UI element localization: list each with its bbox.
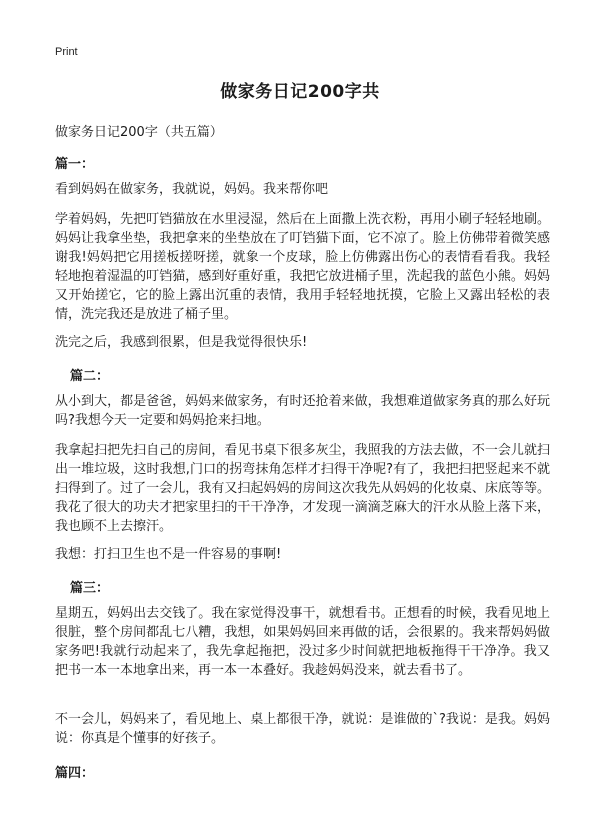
section-2-paragraph-1: 从小到大，都是爸爸，妈妈来做家务，有时还抢着来做，我想难道做家务真的那么好玩吗?我想今天一定要和妈妈抢来扫地。	[55, 394, 550, 428]
section-1-paragraph-1: 看到妈妈在做家务，我就说，妈妈。我来帮你吧	[55, 182, 329, 197]
document-title: 做家务日记200字共	[220, 82, 380, 102]
section-1-paragraph-3: 洗完之后，我感到很累，但是我觉得很快乐!	[55, 335, 308, 350]
document-subtitle: 做家务日记200字（共五篇）	[55, 125, 223, 140]
section-1-paragraph-2: 学着妈妈，先把叮铛猫放在水里浸湿，然后在上面撒上洗衣粉，再用小刷子轻轻地刷。妈妈让我拿坐垫，我把拿来的坐垫放在了叮铛猫下面，它不凉了。脸上仿佛带着微笑感谢我!妈妈把它用搓板搓呀搓，就象一个皮球，脸上仿佛露出伤心的表情看看我。我轻轻地抱着湿温的叮铛猫，感到好重好重，我把它放进桶子里，洗起我的蓝色小熊。妈妈又开始搓它，它的脸上露出沉重的表情，我用手轻轻地抚摸，它脸上又露出轻松的表情，洗完我还是放进了桶子里。	[55, 212, 550, 322]
section-3-paragraph-2: 不一会儿，妈妈来了，看见地上、桌上都很干净，就说：是谁做的`?我说：是我。妈妈说：你真是个懂事的好孩子。	[55, 712, 550, 746]
section-2-paragraph-2: 我拿起扫把先扫自己的房间，看见书桌下很多灰尘，我照我的方法去做，不一会儿就扫出一堆垃圾，这时我想,门口的拐弯抹角怎样才扫得干净呢?有了，我把扫把竖起来不就扫得到了。过了一会儿，我有又扫起妈妈的房间这次我先从妈妈的化妆桌、床底等等。我花了很大的功夫才把家里扫的干干净净，才发现一滴滴芝麻大的汗水从脸上落下来，我也顾不上去擦汗。	[55, 443, 550, 534]
section-heading-4: 篇四：	[55, 766, 95, 781]
section-3-paragraph-1: 星期五，妈妈出去交钱了。我在家觉得没事干，就想看书。正想看的时候，我看见地上很脏，整个房间都乱七八糟，我想，如果妈妈回来再做的话，会很累的。我来帮妈妈做家务吧!我就行动起来了，我先拿起拖把，没过多少时间就把地板拖得干干净净。我又把书一本一本地拿出来，再一本一本叠好。我趁妈妈没来，就去看书了。	[55, 606, 550, 678]
section-heading-1: 篇一：	[55, 157, 95, 172]
section-2-paragraph-3: 我想：打扫卫生也不是一件容易的事啊!	[55, 547, 282, 562]
section-heading-3: 篇三：	[70, 581, 110, 596]
section-heading-2: 篇二：	[70, 369, 110, 384]
print-link[interactable]: Print	[55, 46, 78, 58]
